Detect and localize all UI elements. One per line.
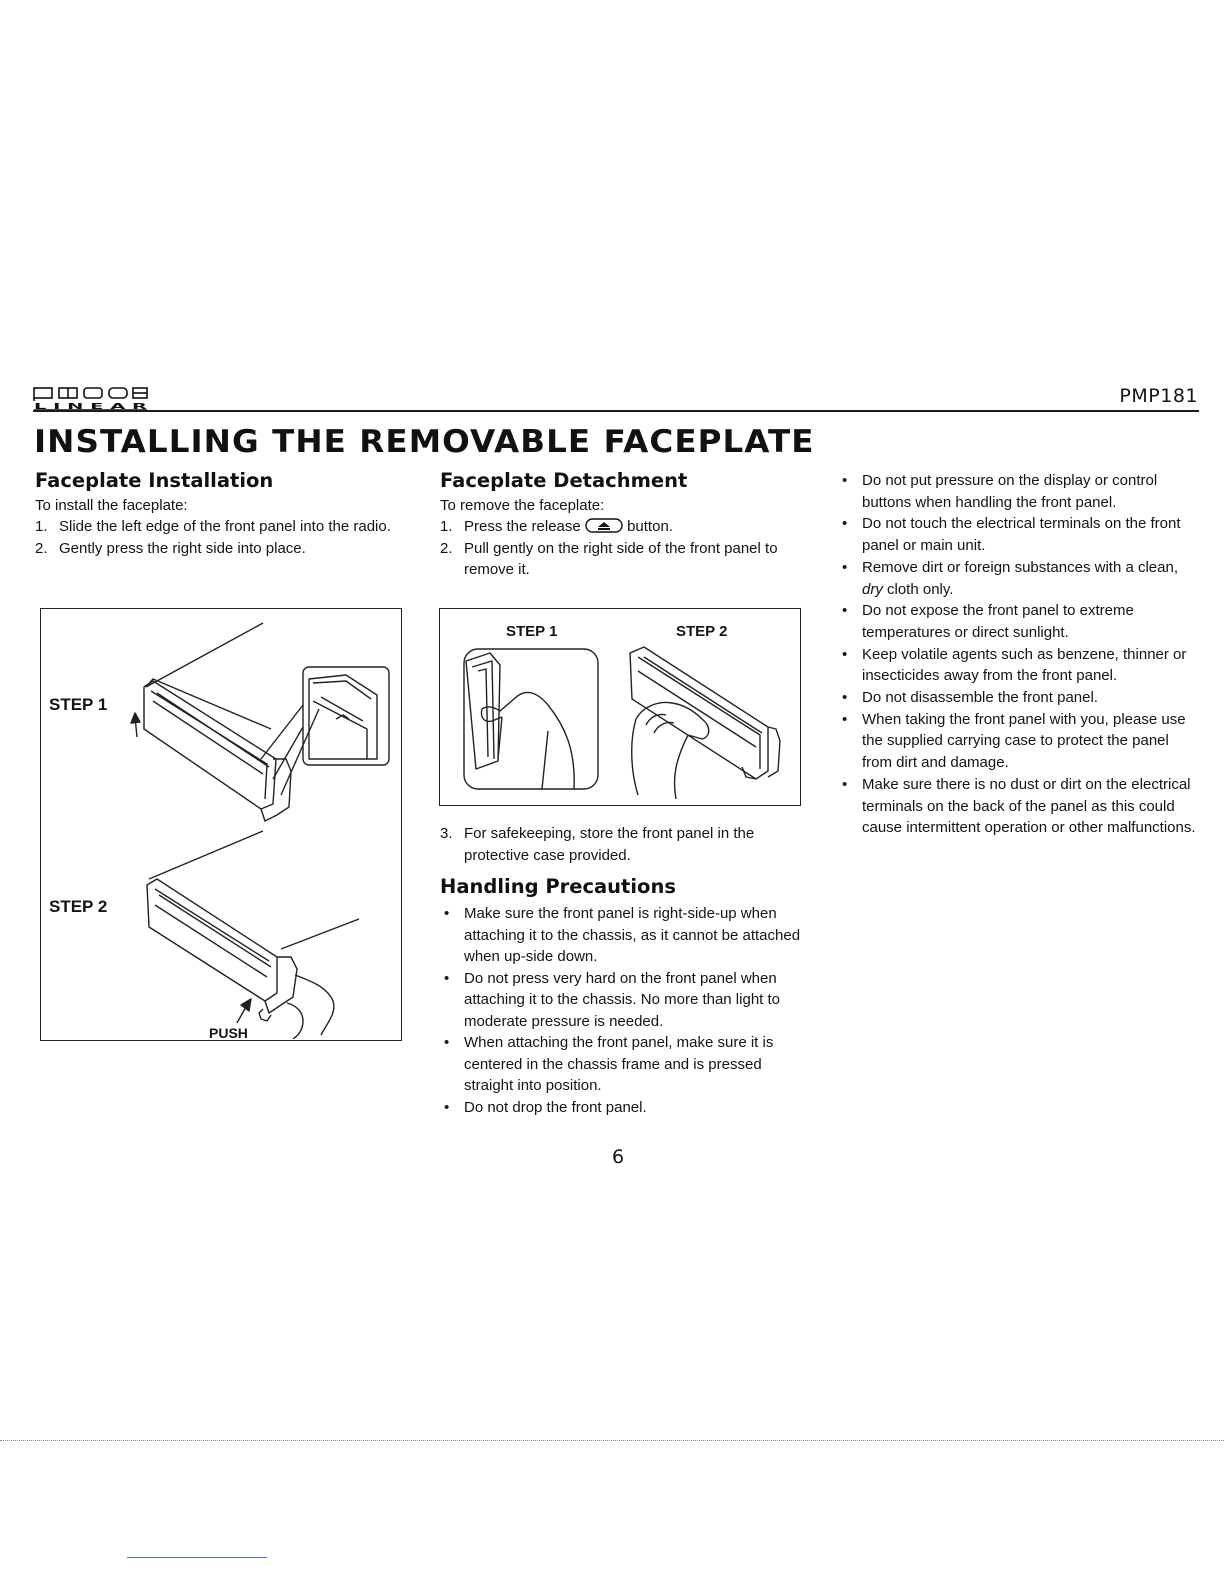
installation-intro: To install the faceplate: <box>35 497 188 514</box>
list-item: • Do not disassemble the front panel. <box>842 689 1098 707</box>
eject-icon <box>585 518 623 534</box>
scan-edge-line <box>0 1440 1224 1441</box>
page-number: 6 <box>612 1146 625 1168</box>
list-item: • Do not drop the front panel. <box>444 1098 647 1116</box>
detachment-intro: To remove the faceplate: <box>440 497 605 514</box>
list-item: 2. Gently press the right side into place. <box>35 539 306 557</box>
precautions-list <box>838 470 1200 839</box>
list-item: • Keep volatile agents such as benzene, thinner or insecticides away from the front panel. <box>842 645 1187 685</box>
push-label: PUSH <box>209 1025 248 1041</box>
list-item: • When attaching the front panel, make sure it is centered in the chassis frame and is pressed straight into position. <box>444 1034 774 1094</box>
list-item: 1. Press the release button. <box>440 518 673 535</box>
list-item: 3. For safekeeping, store the front panel in the protective case provided. <box>440 825 755 864</box>
list-item: • Make sure there is no dust or dirt on the electrical terminals on the back of the panel as this could cause intermittent operation or other malfunctions. <box>842 775 1196 837</box>
list-item: • Do not put pressure on the display or control buttons when handling the front panel. <box>842 472 1158 511</box>
link-underline <box>127 1557 267 1558</box>
page-title: INSTALLING THE REMOVABLE FACEPLATE <box>34 424 815 460</box>
faceplate-installation-section <box>35 469 405 559</box>
list-item: • When taking the front panel with you, please use the supplied carrying case to protect the panel from dirt and damage. <box>842 710 1186 772</box>
list-item: • Make sure the front panel is right-side-up when attaching it to the chassis, as it cannot be attached when up-side down. <box>444 905 801 965</box>
figure-step2-label: STEP 2 <box>676 623 728 640</box>
general-precautions-section <box>838 470 1200 839</box>
installation-steps <box>35 516 405 559</box>
detachment-steps <box>440 516 810 581</box>
handling-list <box>440 903 810 1118</box>
list-item: • Remove dirt or foreign substances with a clean, dry cloth only. <box>842 558 1178 598</box>
list-item: 1. Slide the left edge of the front panel into the radio. <box>35 518 391 535</box>
figure-step1-label: STEP 1 <box>506 623 558 640</box>
detachment-figure <box>439 608 801 806</box>
list-item: • Do not press very hard on the front panel when attaching it to the chassis. No more than light to moderate pressure is needed. <box>444 969 781 1030</box>
figure-step1-label: STEP 1 <box>49 695 108 714</box>
figure-step2-label: STEP 2 <box>49 897 108 916</box>
list-item: • Do not touch the electrical terminals on the front panel or main unit. <box>842 515 1181 555</box>
header-rule <box>33 410 1199 412</box>
phase-linear-logo <box>33 386 148 410</box>
faceplate-removal-illustration <box>440 609 800 805</box>
handling-heading: Handling Precautions <box>440 875 676 898</box>
installation-figure <box>40 608 402 1041</box>
installation-heading: Faceplate Installation <box>35 469 274 492</box>
svg-text:L I N E A R: L I N E A R <box>34 402 147 410</box>
list-item: • Do not expose the front panel to extreme temperatures or direct sunlight. <box>842 602 1134 641</box>
handling-precautions-section <box>440 875 810 1118</box>
detachment-step3 <box>440 823 810 866</box>
model-number: PMP181 <box>1119 385 1198 407</box>
detachment-heading: Faceplate Detachment <box>440 469 688 492</box>
list-item: 2. Pull gently on the right side of the front panel to remove it. <box>440 539 778 578</box>
faceplate-detachment-section <box>440 469 810 581</box>
faceplate-insertion-illustration <box>41 609 401 1039</box>
